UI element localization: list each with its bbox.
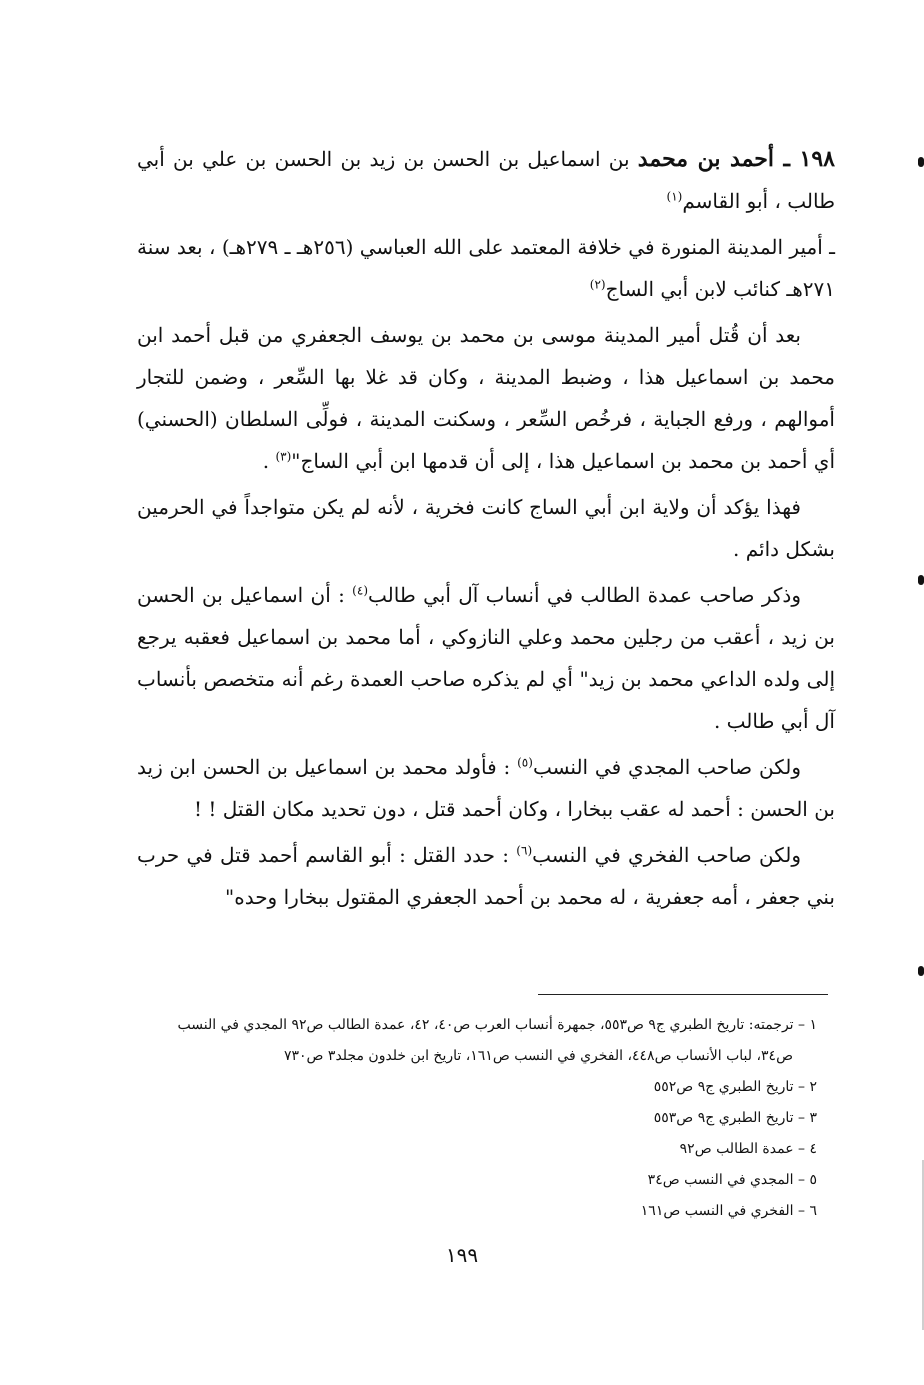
footnote: ٦ – الفخري في النسب ص١٦١ xyxy=(640,1203,817,1219)
footnote-continuation: ص٣٤، لباب الأنساب ص٤٤٨، الفخري في النسب ص١٦١، تاريخ ابن خلدون مجلد٣ ص٧٣٠ xyxy=(283,1048,793,1064)
paragraph xyxy=(137,746,835,830)
paragraph xyxy=(137,834,835,918)
paragraph xyxy=(137,314,835,482)
entry-heading-paragraph xyxy=(137,138,835,222)
footnotes xyxy=(137,1010,835,1227)
body-text xyxy=(137,138,835,922)
paragraph-text-after: : أن اسماعيل بن الحسن بن زيد ، أعقب من رجلين محمد وعلي النازوكي ، أما محمد بن اسماعيل فعقبه يرجع إلى ولده الداعي محمد بن زيد" أي لم يذكره صاحب العمدة رغم أنه متخصص بأنساب آل أبي طالب . xyxy=(137,583,835,733)
footnote-ref: (٤) xyxy=(352,583,368,598)
paragraph-text: وذكر صاحب عمدة الطالب في أنساب آل أبي طالب xyxy=(368,583,801,607)
paragraph-text: ـ أمير المدينة المنورة في خلافة المعتمد على الله العباسي (٢٥٦هـ ـ ٢٧٩هـ) ، بعد سنة ٢٧١هـ كنائب لابن أبي الساج xyxy=(137,235,836,301)
footnote-ref: (١) xyxy=(666,189,683,204)
footnote: ٣ – تاريخ الطبري ج٩ ص٥٥٣ xyxy=(653,1110,817,1126)
footnote: ٢ – تاريخ الطبري ج٩ ص٥٥٢ xyxy=(653,1079,817,1095)
footnote-ref: (٥) xyxy=(517,755,533,770)
paragraph xyxy=(137,574,835,742)
page-number: ١٩٩ xyxy=(445,1243,479,1267)
paragraph-text: فهذا يؤكد أن ولاية ابن أبي الساج كانت فخرية ، لأنه لم يكن متواجداً في الحرمين بشكل دائم . xyxy=(137,495,835,561)
margin-mark xyxy=(918,966,924,976)
paragraph-text-after: : فأولد محمد بن اسماعيل بن الحسن ابن زيد بن الحسن : أحمد له عقب ببخارا ، وكان أحمد قتل ، دون تحديد مكان القتل ! ! xyxy=(137,755,835,821)
paragraph xyxy=(137,226,835,310)
margin-mark xyxy=(918,575,924,585)
margin-mark xyxy=(918,157,924,167)
footnote-ref: (٢) xyxy=(589,277,606,292)
footnote: ١ – ترجمته: تاريخ الطبري ج٩ ص٥٥٣، جمهرة أنساب العرب ص٤٠، ٤٢، عمدة الطالب ص٩٢ المجدي في النسب xyxy=(177,1017,817,1033)
paragraph xyxy=(137,486,835,570)
footnote-divider xyxy=(538,994,828,995)
paragraph-text-after: . xyxy=(262,449,276,473)
paragraph-text-after: : حدد القتل : أبو القاسم أحمد قتل في حرب بني جعفر ، أمه جعفرية ، له محمد بن أحمد الجعفري المقتول ببخارا وحده" xyxy=(137,843,835,909)
paragraph-text: بعد أن قُتل أمير المدينة موسى بن محمد بن يوسف الجعفري من قبل أحمد ابن محمد بن اسماعيل هذا ، وضبط المدينة ، وكان قد غلا بها السِّعر ، وضمن للتجار أموالهم ، ورفع الجباية ، فرخُص السِّعر ، وسكنت المدينة ، فولِّى السلطان (الحسني) أي أحمد بن محمد بن اسماعيل هذا ، إلى أن قدمها ابن أبي الساج" xyxy=(137,323,835,473)
entry-number-name: ١٩٨ ـ أحمد بن محمد xyxy=(637,146,835,172)
paragraph-text: ولكن صاحب الفخري في النسب xyxy=(532,843,801,867)
entry-lineage: بن اسماعيل بن الحسن بن زيد بن الحسن بن علي بن أبي طالب ، أبو القاسم xyxy=(137,147,835,213)
footnote-ref: (٣) xyxy=(275,449,292,464)
footnote: ٥ – المجدي في النسب ص٣٤ xyxy=(647,1172,817,1188)
footnote-ref: (٦) xyxy=(516,843,533,858)
paragraph-text: ولكن صاحب المجدي في النسب xyxy=(532,755,801,779)
footnote: ٤ – عمدة الطالب ص٩٢ xyxy=(679,1141,817,1157)
